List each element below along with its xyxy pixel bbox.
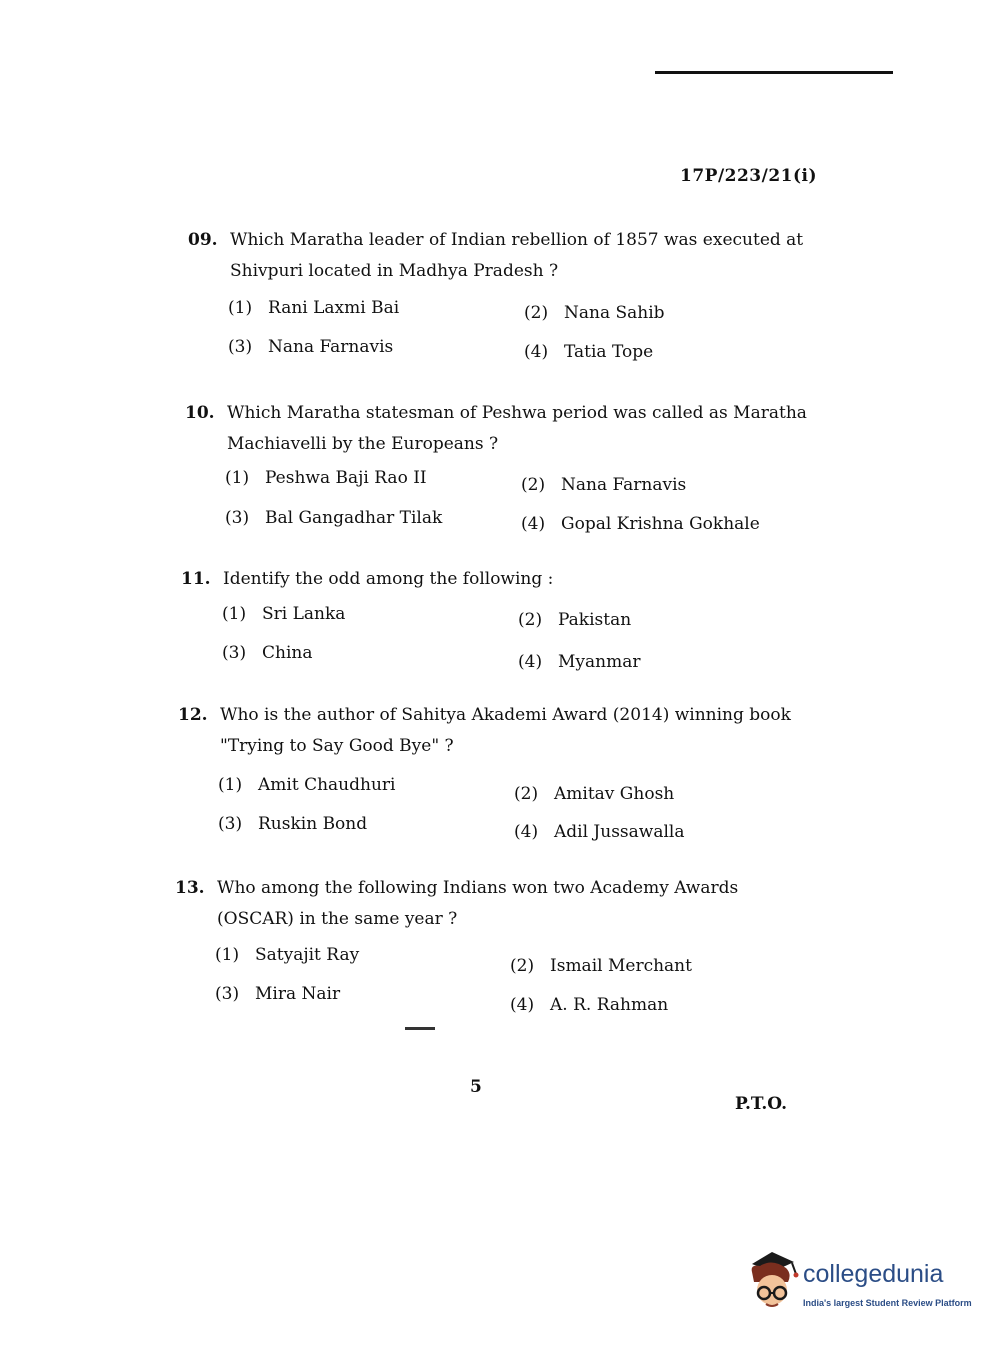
option-4 (514, 822, 684, 842)
option-2 (518, 610, 631, 630)
question-text: Who among the following Indians won two Academy Awards (OSCAR) in the same year ? (217, 878, 739, 929)
option-text: Myanmar (558, 652, 641, 672)
question-number: 11. (181, 569, 211, 589)
option-3 (222, 643, 312, 663)
question-10 (185, 398, 825, 468)
option-number: (3) (218, 814, 243, 834)
option-4 (521, 514, 760, 534)
option-2 (510, 956, 692, 976)
option-text: Adil Jussawalla (554, 822, 685, 842)
option-text: A. R. Rahman (550, 995, 669, 1015)
option-number: (1) (222, 604, 247, 624)
option-text: Peshwa Baji Rao II (265, 468, 427, 488)
option-3 (225, 508, 442, 528)
question-text: Which Maratha statesman of Peshwa period was called as Maratha Machiavelli by the Europeans ? (227, 403, 807, 454)
option-number: (3) (215, 984, 240, 1004)
option-text: Ruskin Bond (258, 814, 368, 834)
option-number: (1) (218, 775, 243, 795)
option-text: Sri Lanka (262, 604, 346, 624)
paper-code: 17P/223/21(i) (680, 166, 818, 186)
option-4 (510, 995, 668, 1015)
option-4 (524, 342, 653, 362)
brand-tagline: India's largest Student Review Platform (803, 1298, 972, 1308)
option-3 (215, 984, 340, 1004)
option-text: Amit Chaudhuri (258, 775, 396, 795)
option-text: Gopal Krishna Gokhale (561, 514, 760, 534)
option-text: Bal Gangadhar Tilak (265, 508, 443, 528)
question-number: 12. (178, 705, 208, 725)
option-3 (218, 814, 367, 834)
option-2 (514, 784, 674, 804)
option-number: (1) (225, 468, 250, 488)
option-text: Nana Farnavis (561, 475, 687, 495)
page-number: 5 (470, 1077, 482, 1097)
option-number: (4) (510, 995, 535, 1015)
option-number: (4) (514, 822, 539, 842)
option-text: Tatia Tope (564, 342, 654, 362)
collegedunia-watermark (742, 1250, 972, 1314)
question-number: 09. (188, 230, 218, 250)
option-number: (4) (521, 514, 546, 534)
option-number: (3) (228, 337, 253, 357)
option-number: (2) (521, 475, 546, 495)
option-2 (521, 475, 686, 495)
option-text: Ismail Merchant (550, 956, 692, 976)
option-text: Nana Farnavis (268, 337, 394, 357)
option-text: China (262, 643, 313, 663)
option-number: (4) (518, 652, 543, 672)
option-number: (1) (228, 298, 253, 318)
option-text: Amitav Ghosh (554, 784, 675, 804)
option-text: Satyajit Ray (255, 945, 360, 965)
option-1 (225, 468, 427, 488)
question-13 (175, 873, 815, 943)
option-number: (2) (514, 784, 539, 804)
question-text: Identify the odd among the following : (223, 569, 554, 589)
option-text: Rani Laxmi Bai (268, 298, 400, 318)
option-text: Nana Sahib (564, 303, 665, 323)
question-11 (181, 564, 821, 599)
question-12 (178, 700, 818, 770)
pto-label: P.T.O. (735, 1094, 787, 1114)
question-number: 13. (175, 878, 205, 898)
option-number: (2) (510, 956, 535, 976)
option-text: Mira Nair (255, 984, 341, 1004)
option-text: Pakistan (558, 610, 632, 630)
option-number: (3) (222, 643, 247, 663)
option-number: (1) (215, 945, 240, 965)
option-number: (4) (524, 342, 549, 362)
option-number: (2) (518, 610, 543, 630)
option-1 (222, 604, 345, 624)
question-number: 10. (185, 403, 215, 423)
option-1 (228, 298, 399, 318)
scan-mark (405, 1027, 435, 1030)
top-rule (655, 71, 893, 74)
question-text: Who is the author of Sahitya Akademi Award (2014) winning book "Trying to Say Good Bye" ? (220, 705, 791, 756)
option-1 (215, 945, 359, 965)
mascot-icon (742, 1250, 802, 1314)
option-2 (524, 303, 665, 323)
brand-name: collegedunia (803, 1260, 944, 1288)
option-3 (228, 337, 393, 357)
question-text: Which Maratha leader of Indian rebellion of 1857 was executed at Shivpuri located in Madhya Pradesh ? (230, 230, 804, 281)
option-number: (3) (225, 508, 250, 528)
option-1 (218, 775, 395, 795)
option-number: (2) (524, 303, 549, 323)
option-4 (518, 652, 640, 672)
